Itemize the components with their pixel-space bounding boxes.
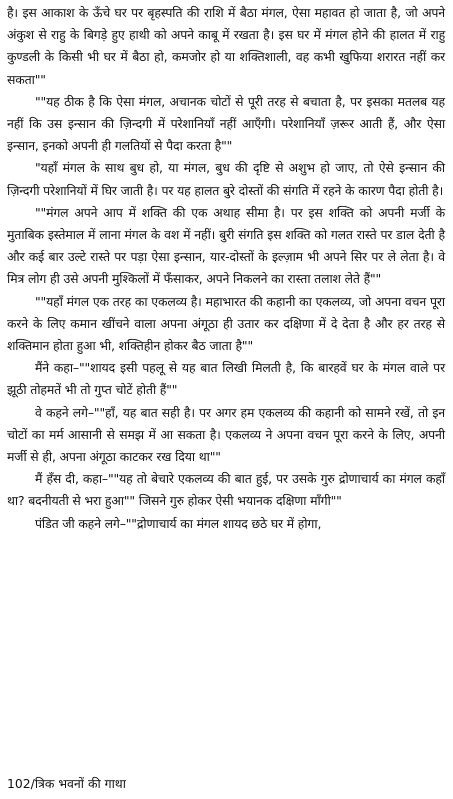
paragraph: मैं हँस दी, कहा–""यह तो बेचारे एकलव्य की बात हुई, पर उसके गुरु द्रोणाचार्य का मंगल कहाँ था? बदनीयती से भरा हुआ"" जिसने गुरु होकर ऐसी भयानक दक्षिणा माँगी"": [7, 471, 445, 509]
paragraph: मैंने कहा–""शायद इसी पहलू से यह बात लिखी मिलती है, कि बारहवें घर के मंगल वाले पर झूठी तोहमतें भी तो गुप्त चोटें होती हैं"": [7, 360, 445, 398]
page-footer: 102/त्रिक भवनों की गाथा: [7, 776, 126, 791]
page-body-text: [7, 2, 445, 535]
paragraph: पंडित जी कहने लगे–""द्रोणाचार्य का मंगल शायद छठे घर में होगा,: [35, 515, 322, 531]
paragraph: वे कहने लगे–""हाँ, यह बात सही है। पर अगर हम एकलव्य की कहानी को सामने रखें, तो इन चोटों का मर्म आसानी से समझ में आ सकता है। एकलव्य ने अपना वचन पूरा करने के लिए, अपनी मर्जी से ही, अपना अंगूठा काटकर रख दिया था"": [7, 404, 445, 465]
paragraph: ""यहाँ मंगल एक तरह का एकलव्य है। महाभारत की कहानी का एकलव्य, जो अपना वचन पूरा करने के लिए कमान खींचने वाला अपना अंगूठा ही उतार कर दक्षिणा में दे देता है और हर तरह से शक्तिमान होता हुआ भी, शक्तिहीन होकर बैठ जाता है"": [7, 293, 445, 354]
paragraph: "यहाँ मंगल के साथ बुध हो, या मंगल, बुध की दृष्टि से अशुभ हो जाए, तो ऐसे इन्सान की ज़िन्दगी परेशानियों में घिर जाती है। पर यह हालत बुरे दोस्तों की संगति में रहने के कारण पैदा होती है।: [7, 160, 445, 198]
paragraph: ""यह ठीक है कि ऐसा मंगल, अचानक चोटों से पूरी तरह से बचाता है, पर इसका मतलब यह नहीं कि उस इन्सान की ज़िन्दगी में परेशानियाँ नहीं आएँगी। परेशानियाँ ज़रूर आती हैं, और ऐसा इन्सान, इनको अपनी ही गलतियों से पैदा करता है"": [7, 93, 445, 154]
paragraph: ""मंगल अपने आप में शक्ति की एक अथाह सीमा है। पर इस शक्ति को अपनी मर्जी के मुताबिक इस्तेमाल में लाना मंगल के वश में नहीं। बुरी संगति इस शक्ति को गलत रास्ते पर डाल देती है और कई बार उल्टे रास्ते पर पड़ा ऐसा इन्सान, यार-दोस्तों के इल्ज़ाम भी अपने सिर पर ले लेता है। वे मित्र लोग ही उसे अपनी मुश्किलों में फँसाकर, अपने निकलने का रास्ता तलाश लेते हैं"": [7, 204, 445, 287]
paragraph: है। इस आकाश के ऊँचे घर पर बृहस्पति की राशि में बैठा मंगल, ऐसा महावत हो जाता है, जो अपने अंकुश से राहु के बिगड़े हुए हाथी को अपने काबू में रखता है। इस घर में मंगल होने की हालत में राहु कुण्डली के किसी भी घर में बैठा हो, कमजोर हो या शक्तिशाली, वह कभी खुफिया शरारत नहीं कर सकता"": [7, 5, 445, 87]
